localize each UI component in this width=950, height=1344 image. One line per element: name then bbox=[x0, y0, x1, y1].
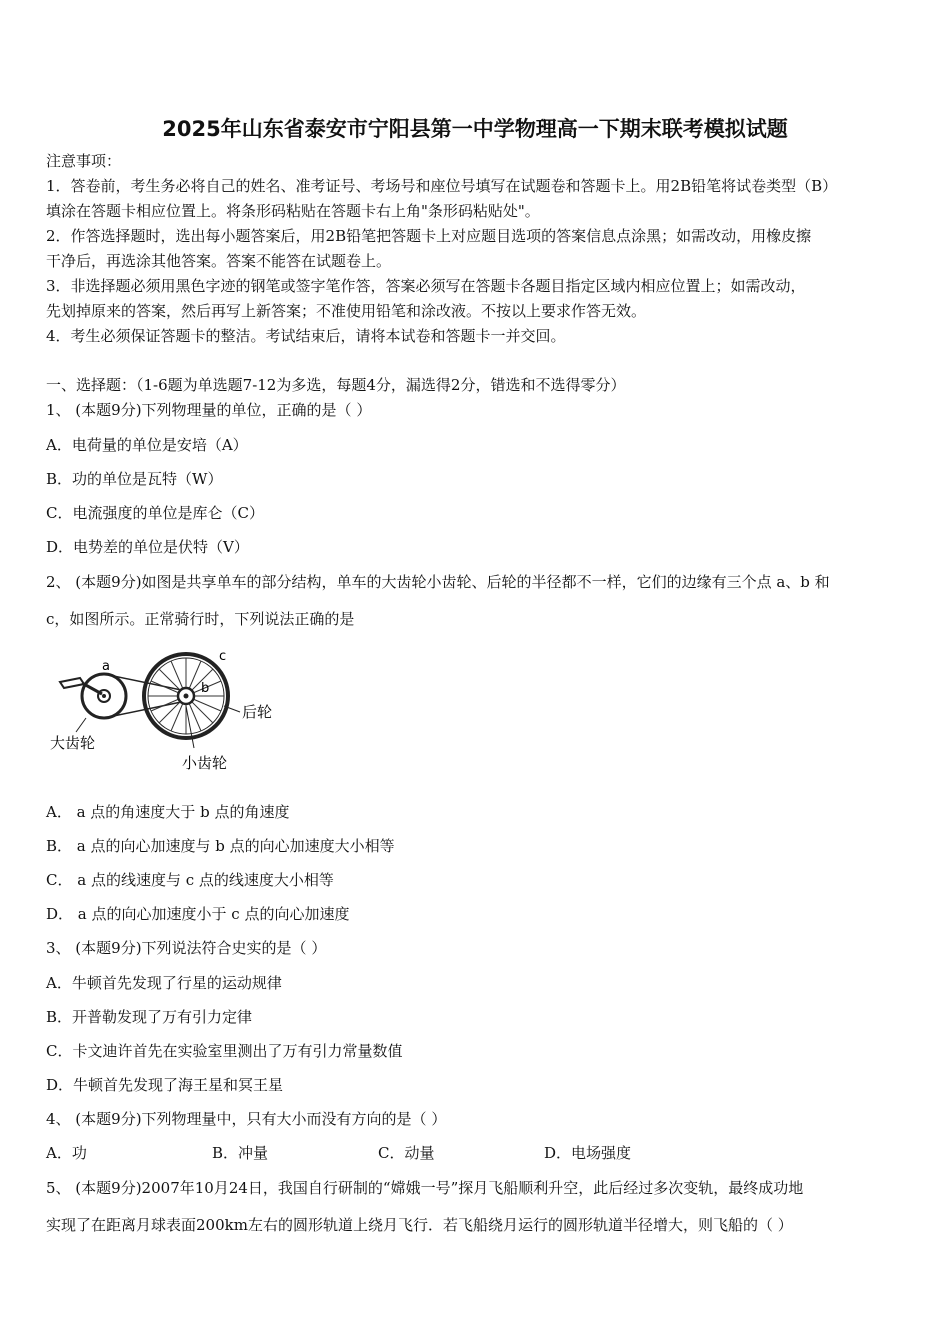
q4-stem: 4、 (本题9分)下列物理量中，只有大小而没有方向的是（ ） bbox=[46, 1110, 447, 1128]
notice-line-3: 2．作答选择题时，选出每小题答案后，用2B铅笔把答题卡上对应题目选项的答案信息点涂黑；如需改动，用橡皮擦 bbox=[46, 227, 812, 245]
fig-label-a: a bbox=[102, 659, 110, 674]
notice-line-4: 干净后，再选涂其他答案。答案不能答在试题卷上。 bbox=[46, 252, 392, 270]
q4-option-b: B．冲量 bbox=[212, 1144, 269, 1162]
notice-line-1: 1．答卷前，考生务必将自己的姓名、准考证号、考场号和座位号填写在试题卷和答题卡上。用2B铅笔将试卷类型（B） bbox=[46, 177, 838, 195]
q3-option-a: A．牛顿首先发现了行星的运动规律 bbox=[46, 974, 282, 992]
q3-option-c: C．卡文迪许首先在实验室里测出了万有引力常量数值 bbox=[46, 1042, 403, 1060]
notice-line-7: 4．考生必须保证答题卡的整洁。考试结束后，请将本试卷和答题卡一并交回。 bbox=[46, 327, 566, 345]
fig-label-big-gear: 大齿轮 bbox=[50, 734, 96, 752]
q4-option-c: C．动量 bbox=[378, 1144, 435, 1162]
q5-stem-line-2: 实现了在距离月球表面200km左右的圆形轨道上绕月飞行．若飞船绕月运行的圆形轨道半径增大，则飞船的（ ） bbox=[46, 1216, 793, 1234]
q1-option-c: C．电流强度的单位是库仑（C） bbox=[46, 504, 264, 522]
q3-stem: 3、 (本题9分)下列说法符合史实的是（ ） bbox=[46, 939, 327, 957]
q2-stem-line-2: c，如图所示。正常骑行时，下列说法正确的是 bbox=[46, 610, 355, 628]
q1-stem: 1、 (本题9分)下列物理量的单位，正确的是（ ） bbox=[46, 401, 372, 419]
q3-option-b: B．开普勒发现了万有引力定律 bbox=[46, 1008, 253, 1026]
page-title: 2025年山东省泰安市宁阳县第一中学物理高一下期末联考模拟试题 bbox=[162, 117, 788, 141]
q2-stem-line-1: 2、 (本题9分)如图是共享单车的部分结构，单车的大齿轮小齿轮、后轮的半径都不一样，它们的边缘有三个点 a、b 和 bbox=[46, 573, 830, 591]
fig-label-rear-wheel: 后轮 bbox=[242, 703, 273, 721]
q2-option-a: A． a 点的角速度大于 b 点的角速度 bbox=[46, 803, 290, 821]
q4-option-a: A．功 bbox=[46, 1144, 87, 1162]
q2-option-c: C． a 点的线速度与 c 点的线速度大小相等 bbox=[46, 871, 334, 889]
q1-option-d: D．电势差的单位是伏特（V） bbox=[46, 538, 249, 556]
section-heading: 一、选择题：（1-6题为单选题7-12为多选，每题4分，漏选得2分，错选和不选得零分） bbox=[46, 376, 626, 394]
bicycle-gear-figure bbox=[46, 640, 286, 780]
fig-label-c: c bbox=[219, 649, 227, 664]
notice-line-2: 填涂在答题卡相应位置上。将条形码粘贴在答题卡右上角"条形码粘贴处"。 bbox=[46, 202, 540, 220]
q4-options bbox=[46, 1143, 906, 1163]
notice-heading: 注意事项： bbox=[46, 152, 122, 170]
q5-stem-line-1: 5、 (本题9分)2007年10月24日，我国自行研制的“嫦娥一号”探月飞船顺利升空，此后经过多次变轨，最终成功地 bbox=[46, 1179, 804, 1197]
notice-line-5: 3．非选择题必须用黑色字迹的钢笔或签字笔作答，答案必须写在答题卡各题目指定区域内相应位置上；如需改动， bbox=[46, 277, 806, 295]
notice-line-6: 先划掉原来的答案，然后再写上新答案；不准使用铅笔和涂改液。不按以上要求作答无效。 bbox=[46, 302, 647, 320]
q1-option-a: A．电荷量的单位是安培（A） bbox=[46, 436, 248, 454]
q1-option-b: B．功的单位是瓦特（W） bbox=[46, 470, 223, 488]
fig-label-small-gear: 小齿轮 bbox=[182, 754, 228, 772]
q2-option-b: B． a 点的向心加速度与 b 点的向心加速度大小相等 bbox=[46, 837, 395, 855]
pedal-shape bbox=[60, 678, 84, 688]
q4-option-d: D．电场强度 bbox=[544, 1144, 632, 1162]
q2-option-d: D． a 点的向心加速度小于 c 点的向心加速度 bbox=[46, 905, 350, 923]
fig-label-b: b bbox=[201, 681, 210, 696]
q3-option-d: D．牛顿首先发现了海王星和冥王星 bbox=[46, 1076, 284, 1094]
